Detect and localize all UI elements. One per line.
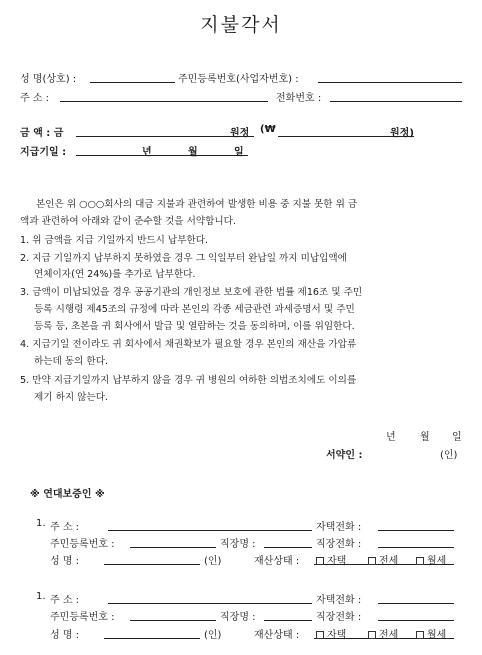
- guarantor-number: 1.: [36, 591, 46, 602]
- asset-own-option[interactable]: 자택: [316, 626, 346, 641]
- phone-label: 전화번호 :: [276, 93, 322, 104]
- amount-won-symbol: (₩: [260, 124, 276, 135]
- pledger-seal: (인): [440, 450, 458, 461]
- guarantor-work-field[interactable]: [264, 620, 312, 621]
- clause-3-cont-1: 등록 시행령 제45조의 규정에 따라 본인의 각종 세금관련 과세증명서 및 주민: [34, 304, 355, 315]
- checkbox-icon[interactable]: [316, 557, 324, 565]
- guarantor-name-label: 성 명 :: [50, 630, 80, 641]
- pledger-label: 서약인 :: [326, 450, 363, 461]
- asset-monthly-option[interactable]: 월세: [416, 626, 446, 641]
- guarantor-address-label: 주 소 :: [50, 522, 80, 533]
- due-year: 년: [142, 147, 152, 158]
- asset-own-option[interactable]: 자택: [316, 552, 346, 567]
- name-field[interactable]: [90, 82, 175, 83]
- address-label: 주 소 :: [20, 93, 50, 104]
- clause-4: 4. 지급기일 전이라도 귀 회사에서 채권확보가 필요할 경우 본인의 재산을 가압류: [20, 339, 357, 350]
- guarantor-address-field[interactable]: [108, 603, 312, 604]
- guarantor-address-label: 주 소 :: [50, 595, 80, 606]
- guarantor-work-label: 직장명 :: [220, 539, 256, 550]
- guarantor-home-phone-label: 자택전화 :: [316, 595, 362, 606]
- reg-number-label: 주민등록번호(사업자번호) :: [178, 74, 299, 85]
- guarantor-work-phone-field[interactable]: [378, 620, 454, 621]
- guarantor-seal: (인): [204, 630, 222, 641]
- sign-day: 일: [452, 432, 462, 443]
- checkbox-icon[interactable]: [316, 631, 324, 639]
- phone-field[interactable]: [330, 101, 462, 102]
- asset-jeonse-option[interactable]: 전세: [368, 626, 398, 641]
- clause-3: 3. 금액이 미납되었을 경우 공공기관의 개인정보 보호에 관한 법률 제16조 및 주민: [20, 287, 363, 298]
- guarantor-work-phone-field[interactable]: [378, 547, 454, 548]
- intro-line-1: 본인은 위 ○○○회사의 대금 지불과 관련하여 발생한 비용 중 지불 못한 위 금: [36, 199, 358, 210]
- guarantor-home-phone-field[interactable]: [378, 603, 454, 604]
- guarantor-seal: (인): [204, 556, 222, 567]
- checkbox-icon[interactable]: [368, 557, 376, 565]
- clause-3-cont-2: 등록 등, 초본을 귀 회사에서 발급 및 열람하는 것을 동의하며, 이를 위임한다.: [34, 321, 355, 332]
- amount-won-label: 원정: [230, 128, 250, 139]
- due-month: 월: [188, 147, 198, 158]
- clause-5: 5. 만약 지급기일까지 납부하지 않을 경우 귀 병원의 여하한 의법조치에도 이의를: [20, 375, 357, 386]
- guarantor-name-field[interactable]: [104, 564, 200, 565]
- guarantor-number: 1.: [36, 518, 46, 529]
- guarantor-title: ※ 연대보증인 ※: [30, 489, 105, 500]
- asset-monthly-option[interactable]: 월세: [416, 552, 446, 567]
- checkbox-icon[interactable]: [416, 631, 424, 639]
- sign-year: 년: [386, 432, 396, 443]
- guarantor-reg-field[interactable]: [130, 620, 216, 621]
- guarantor-reg-label: 주민등록번호 :: [50, 539, 115, 550]
- guarantor-work-phone-label: 직장전화 :: [316, 612, 362, 623]
- checkbox-icon[interactable]: [416, 557, 424, 565]
- asset-jeonse-option[interactable]: 전세: [368, 552, 398, 567]
- due-day: 일: [234, 147, 244, 158]
- guarantor-work-phone-label: 직장전화 :: [316, 539, 362, 550]
- guarantor-home-phone-label: 자택전화 :: [316, 522, 362, 533]
- amount-won-close: 원정): [390, 128, 414, 139]
- clause-4-cont: 하는데 동의 한다.: [34, 356, 109, 367]
- guarantor-reg-label: 주민등록번호 :: [50, 612, 115, 623]
- guarantor-address-field[interactable]: [108, 530, 312, 531]
- amount-field[interactable]: [76, 136, 254, 137]
- guarantor-asset-label: 재산상태 :: [254, 630, 300, 641]
- guarantor-work-field[interactable]: [264, 547, 312, 548]
- document-title: 지불각서: [200, 14, 282, 36]
- clause-2-cont: 연체이자(연 24%)를 추가로 납부한다.: [34, 269, 196, 280]
- clause-1: 1. 위 금액을 지급 기일까지 반드시 납부한다.: [20, 235, 209, 246]
- guarantor-asset-label: 재산상태 :: [254, 556, 300, 567]
- checkbox-icon[interactable]: [368, 631, 376, 639]
- guarantor-reg-field[interactable]: [130, 547, 216, 548]
- guarantor-name-label: 성 명 :: [50, 556, 80, 567]
- sign-month: 월: [420, 432, 430, 443]
- clause-5-cont: 제기 하지 않는다.: [34, 392, 109, 403]
- guarantor-work-label: 직장명 :: [220, 612, 256, 623]
- guarantor-home-phone-field[interactable]: [378, 530, 454, 531]
- clause-2: 2. 지급 기일까지 납부하지 못하였을 경우 그 익일부터 완납일 까지 미납입액에: [20, 253, 347, 264]
- due-date-label: 지급기일 :: [20, 147, 67, 158]
- address-field[interactable]: [60, 101, 268, 102]
- due-date-field[interactable]: [76, 155, 248, 156]
- reg-number-field[interactable]: [318, 82, 462, 83]
- amount-label: 금 액 : 금: [20, 128, 64, 139]
- intro-line-2: 액과 관련하여 아래와 같이 준수할 것을 서약합니다.: [20, 216, 236, 227]
- guarantor-name-field[interactable]: [104, 638, 200, 639]
- name-label: 성 명(상호) :: [20, 74, 77, 85]
